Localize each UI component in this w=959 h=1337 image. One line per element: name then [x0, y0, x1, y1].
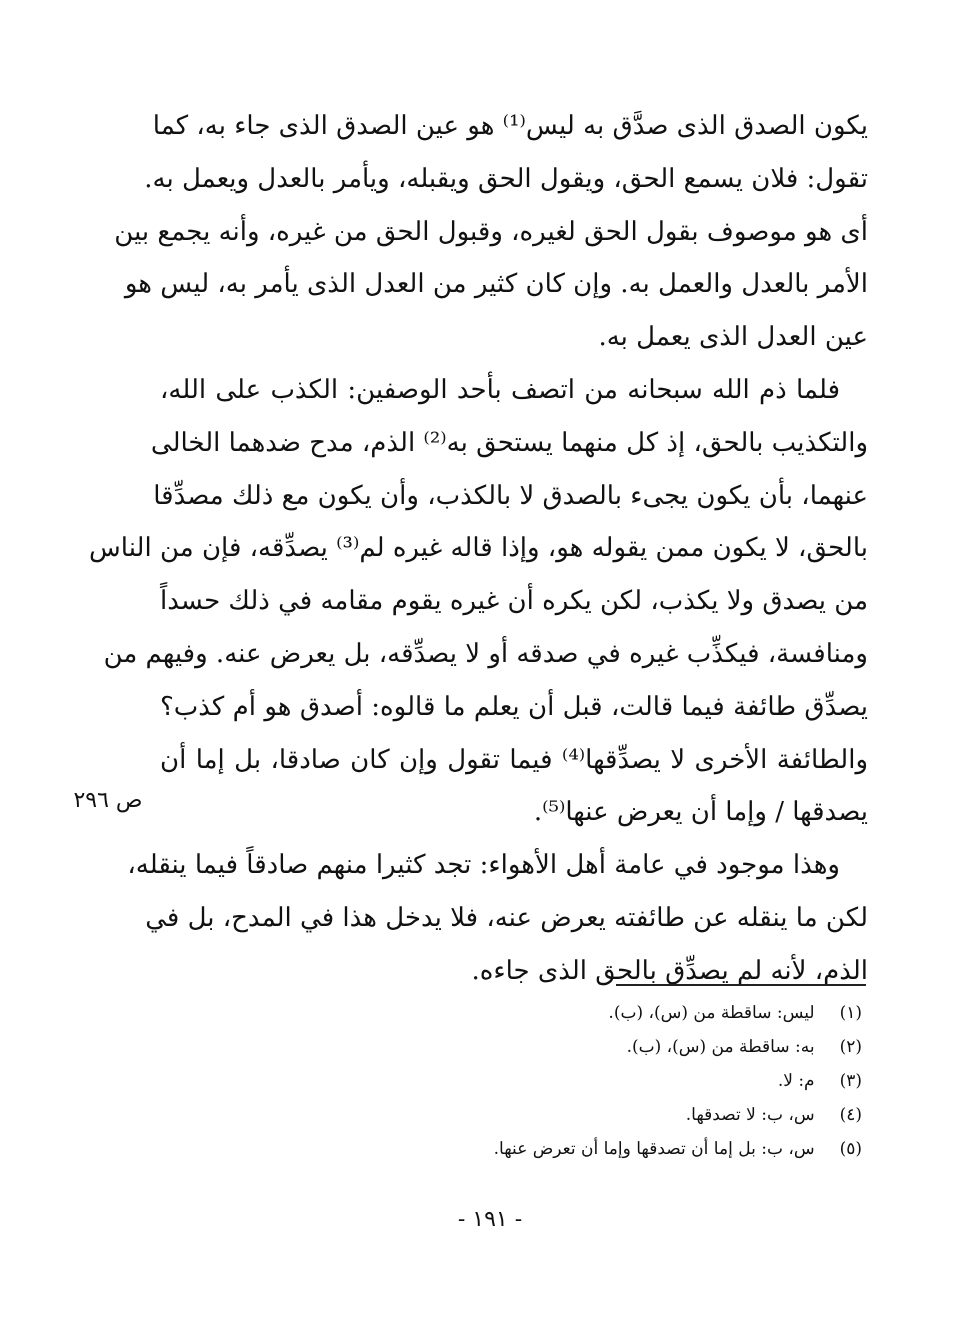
text-line: من يصدق ولا يكذب، لكن يكره أن غيره يقوم مقامه في ذلك حسداً	[160, 586, 868, 617]
text-line: أى هو موصوف بقول الحق لغيره، وقبول الحق من غيره، وأنه يجمع بين	[114, 216, 868, 247]
text-line: والطائفة الأخرى لا يصدِّقها⁽⁴⁾ فيما تقول وإن كان صادقا، بل إما أن	[160, 744, 869, 775]
footnote-number: (٣)	[839, 1071, 862, 1091]
text-line: يكون الصدق الذى صدَّق به ليس⁽¹⁾ هو عين الصدق الذى جاء به، كما	[152, 111, 868, 141]
footnote	[430, 996, 862, 1030]
text-line: عين العدل الذى يعمل به.	[598, 322, 868, 353]
footnote	[430, 1064, 862, 1098]
footnote-text: س، ب: بل إما أن تصدقها وإما أن تعرض عنها.	[493, 1139, 815, 1159]
text-line: والتكذيب بالحق، إذ كل منهما يستحق به⁽²⁾ الذم، مدح ضدهما الخالى	[150, 427, 868, 458]
text-line: لكن ما ينقله عن طائفته يعرض عنه، فلا يدخل هذا في المدح، بل في	[145, 902, 868, 933]
text-line: بالحق، لا يكون ممن يقوله هو، وإذا قاله غيره لم⁽³⁾ يصدِّقه، فإن من الناس	[89, 533, 868, 564]
text-line: وهذا موجود في عامة أهل الأهواء: تجد كثيرا منهم صادقاً فيما ينقله،	[127, 850, 840, 881]
text-line: فلما ذم الله سبحانه من اتصف بأحد الوصفين: الكذب على الله،	[160, 374, 840, 405]
text-line: عنهما، بأن يكون يجىء بالصدق لا بالكذب، وأن يكون مع ذلك مصدِّقا	[153, 480, 868, 511]
text-line: ومنافسة، فيكذِّب غيره في صدقه أو لا يصدِّقه، بل يعرض عنه. وفيهم من	[103, 638, 868, 669]
footnotes	[430, 996, 862, 1166]
footnote-text: به: ساقطة من (س)، (ب).	[626, 1037, 815, 1057]
footnote-text: م: لا.	[777, 1071, 815, 1091]
text-line: يصدِّق طائفة فيما قالت، قبل أن يعلم ما قالوه: أصدق هو أم كذب؟	[160, 691, 868, 722]
margin-page-reference: ص ٢٩٦	[73, 788, 143, 813]
footnote-number: (٥)	[839, 1139, 862, 1159]
footnote-number: (٢)	[839, 1037, 862, 1057]
footnote	[430, 1132, 862, 1166]
footnote	[430, 1030, 862, 1064]
footnote-number: (٤)	[839, 1105, 862, 1125]
text-line: يصدقها / وإما أن يعرض عنها⁽⁵⁾.	[533, 797, 868, 828]
page-number: - ١٩١ -	[457, 1207, 523, 1232]
text-line: تقول: فلان يسمع الحق، ويقول الحق ويقبله، ويأمر بالعدل ويعمل به.	[144, 163, 868, 194]
footnote-number: (١)	[839, 1003, 862, 1023]
text-line: الذم، لأنه لم يصدِّق بالحق الذى جاءه.	[471, 955, 868, 986]
text-line: الأمر بالعدل والعمل به. وإن كان كثير من العدل الذى يأمر به، ليس هو	[124, 269, 868, 300]
footnote-text: ليس: ساقطة من (س)، (ب).	[608, 1003, 815, 1023]
footnote-text: س، ب: لا تصدقها.	[685, 1105, 815, 1125]
footnote-divider	[616, 984, 866, 986]
footnote	[430, 1098, 862, 1132]
